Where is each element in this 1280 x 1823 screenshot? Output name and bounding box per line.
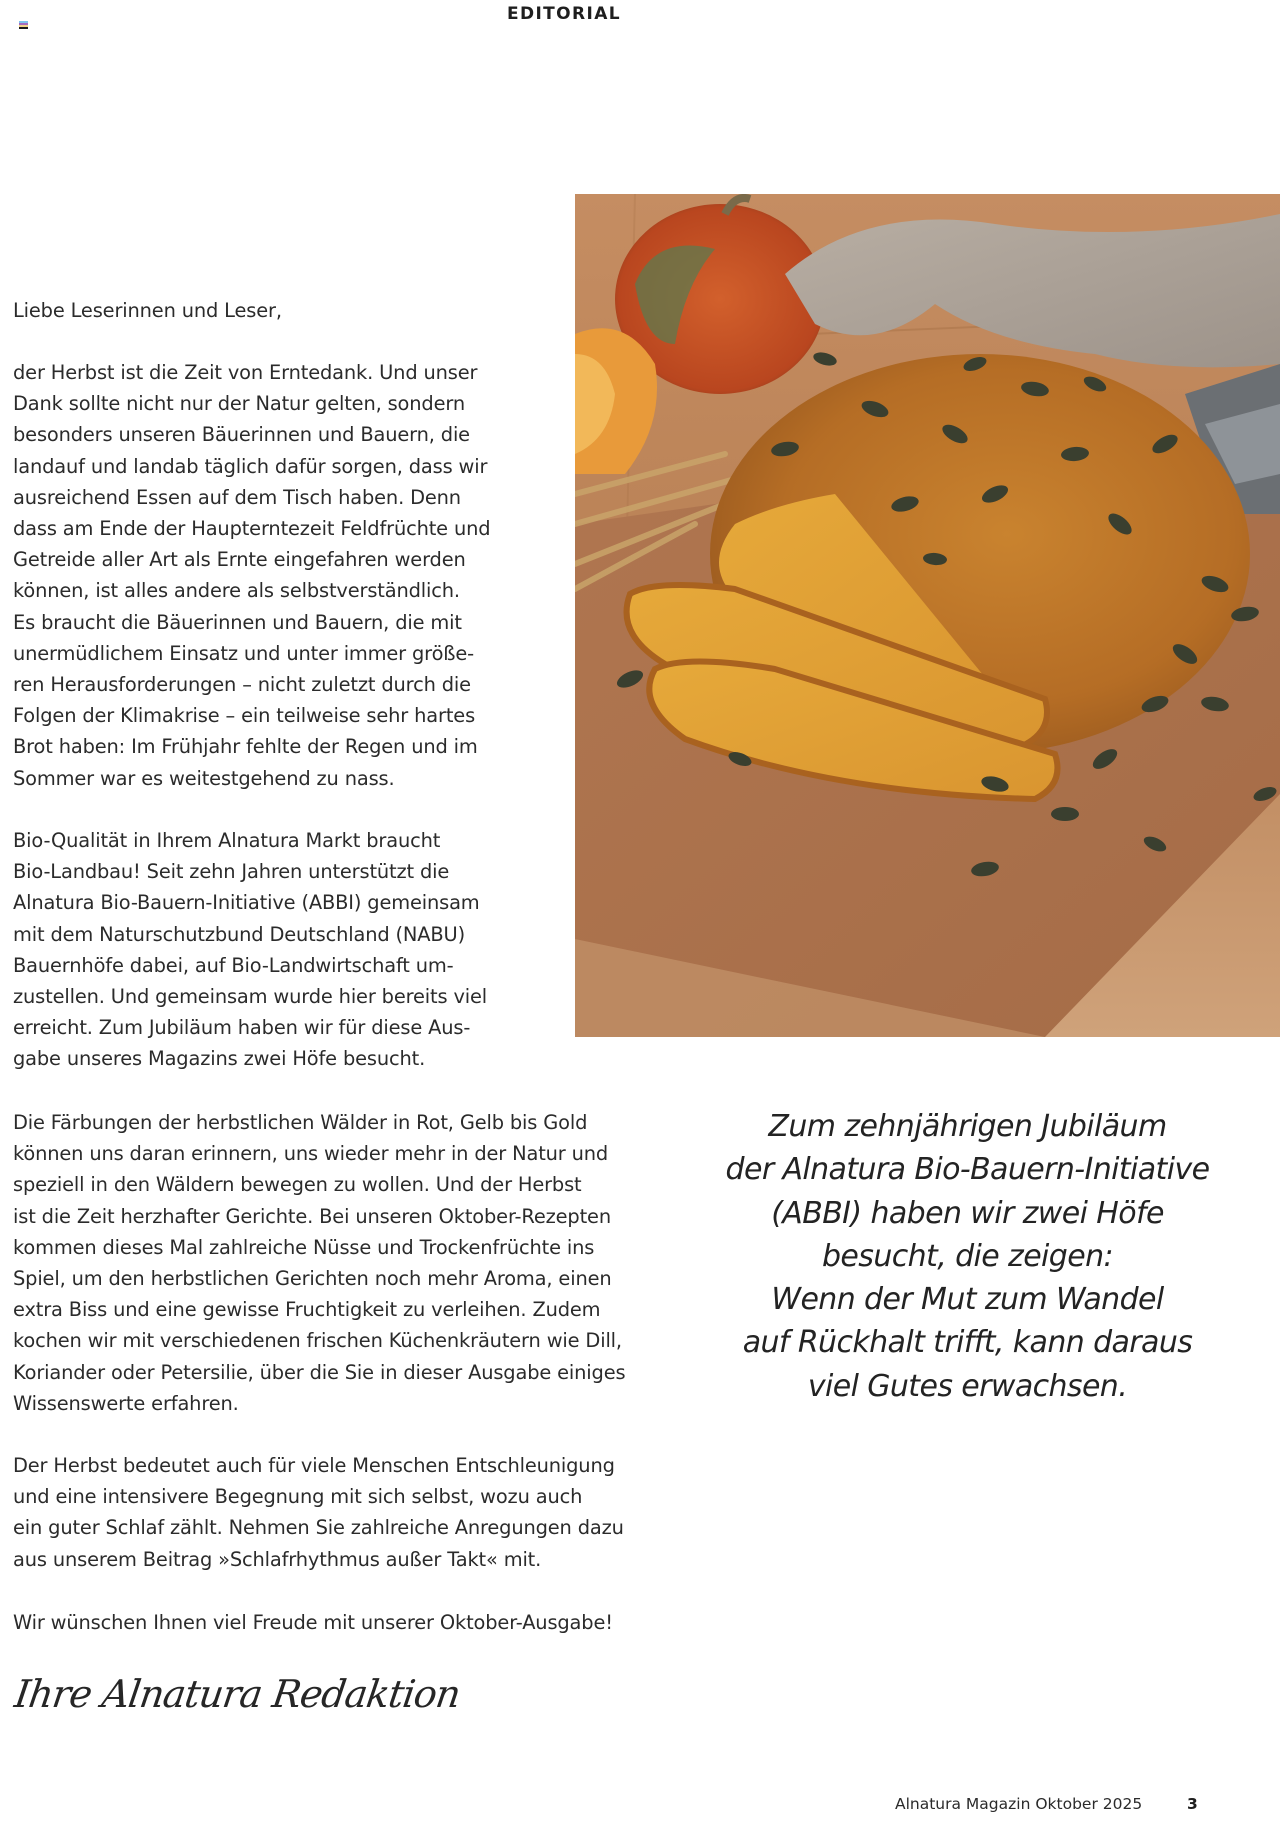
paragraph-4 <box>13 1450 624 1575</box>
text-line: Der Herbst bedeutet auch für viele Menschen Entschleunigung <box>13 1454 615 1477</box>
text-line: kochen wir mit verschiedenen frischen Küchenkräutern wie Dill, <box>13 1329 622 1353</box>
text-line: Bauernhöfe dabei, auf Bio-Landwirtschaft um- <box>13 953 454 977</box>
print-mark-black <box>19 27 28 29</box>
text-line: ren Herausforderungen – nicht zuletzt durch die <box>13 673 471 697</box>
photo-illustration <box>575 194 1280 1037</box>
quote-line: Zum zehnjährigen Jubiläum <box>768 1109 1167 1144</box>
quote-line: viel Gutes erwachsen. <box>807 1368 1128 1404</box>
text-line: Spiel, um den herbstlichen Gerichten noch mehr Aroma, einen <box>13 1267 612 1291</box>
greeting <box>13 295 282 326</box>
text-line: aus unserem Beitrag »Schlafrhythmus außer Takt« mit. <box>13 1547 542 1571</box>
text-line: Wir wünschen Ihnen viel Freude mit unserer Oktober-Ausgabe! <box>13 1611 613 1634</box>
text-line: Dank sollte nicht nur der Natur gelten, sondern <box>13 392 465 416</box>
page-number: 3 <box>1187 1795 1198 1813</box>
text-line: extra Biss und eine gewisse Fruchtigkeit zu verleihen. Zudem <box>13 1298 601 1322</box>
text-line: erreicht. Zum Jubiläum haben wir für diese Aus- <box>13 1016 471 1040</box>
text-line: besonders unseren Bäuerinnen und Bauern, die <box>13 423 470 447</box>
quote-line: auf Rückhalt trifft, kann daraus <box>742 1325 1193 1361</box>
text-line: Brot haben: Im Frühjahr fehlte der Regen und im <box>13 735 478 759</box>
text-line: ein guter Schlaf zählt. Nehmen Sie zahlreiche Anregungen dazu <box>13 1516 624 1540</box>
text-line: Die Färbungen der herbstlichen Wälder in Rot, Gelb bis Gold <box>13 1111 588 1134</box>
text-line: zustellen. Und gemeinsam wurde hier bereits viel <box>13 985 488 1009</box>
text-line: ausreichend Essen auf dem Tisch haben. Denn <box>13 485 461 509</box>
paragraph-3 <box>13 1107 625 1419</box>
text-line: ist die Zeit herzhafter Gerichte. Bei unseren Oktober-Rezepten <box>13 1204 611 1228</box>
page-footer <box>0 1795 1280 1817</box>
paragraph-1 <box>13 357 490 794</box>
quote-line: der Alnatura Bio-Bauern-Initiative <box>725 1152 1210 1188</box>
pull-quote <box>705 1105 1230 1408</box>
text-line: Sommer war es weitestgehend zu nass. <box>13 766 395 790</box>
text-line: dass am Ende der Haupterntezeit Feldfrüchte und <box>13 517 491 541</box>
text-line: Alnatura Bio-Bauern-Initiative (ABBI) gemeinsam <box>13 891 480 915</box>
pumpkin-bread-photo <box>575 194 1280 1037</box>
text-line: Wissenswerte erfahren. <box>13 1391 239 1415</box>
text-line: mit dem Naturschutzbund Deutschland (NABU) <box>13 922 466 946</box>
text-line: Koriander oder Petersilie, über die Sie in dieser Ausgabe einiges <box>13 1360 626 1384</box>
section-label: EDITORIAL <box>506 4 622 24</box>
publication-title: Alnatura Magazin Oktober 2025 <box>895 1795 1143 1813</box>
paragraph-2 <box>13 825 487 1075</box>
text-line: können, ist alles andere als selbstverständlich. <box>13 579 460 603</box>
text-line: und eine intensivere Begegnung mit sich selbst, wozu auch <box>13 1485 583 1509</box>
signature: Ihre Alnatura Redaktion <box>12 1672 463 1716</box>
quote-line: besucht, die zeigen: <box>821 1238 1114 1274</box>
text-line: Bio-Qualität in Ihrem Alnatura Markt braucht <box>13 829 441 852</box>
quote-line: Wenn der Mut zum Wandel <box>771 1282 1164 1318</box>
text-line: landauf und landab täglich dafür sorgen, dass wir <box>13 454 488 478</box>
text-line: kommen dieses Mal zahlreiche Nüsse und Trockenfrüchte ins <box>13 1235 595 1259</box>
text-line: Getreide aller Art als Ernte eingefahren werden <box>13 548 466 572</box>
paragraph-closing <box>13 1607 613 1638</box>
text-line: speziell in den Wäldern bewegen zu wollen. Und der Herbst <box>13 1173 582 1197</box>
greeting-line: Liebe Leserinnen und Leser, <box>13 299 282 322</box>
text-line: gabe unseres Magazins zwei Höfe besucht. <box>13 1047 426 1071</box>
quote-line: (ABBI) haben wir zwei Höfe <box>771 1195 1164 1231</box>
text-line: Bio-Landbau! Seit zehn Jahren unterstützt die <box>13 860 450 884</box>
text-line: können uns daran erinnern, uns wieder mehr in der Natur und <box>13 1142 609 1166</box>
text-line: Folgen der Klimakrise – ein teilweise sehr hartes <box>13 704 476 728</box>
text-line: unermüdlichem Einsatz und unter immer größe- <box>13 641 474 665</box>
text-line: der Herbst ist die Zeit von Erntedank. Und unser <box>13 361 478 384</box>
text-line: Es braucht die Bäuerinnen und Bauern, die mit <box>13 610 462 634</box>
